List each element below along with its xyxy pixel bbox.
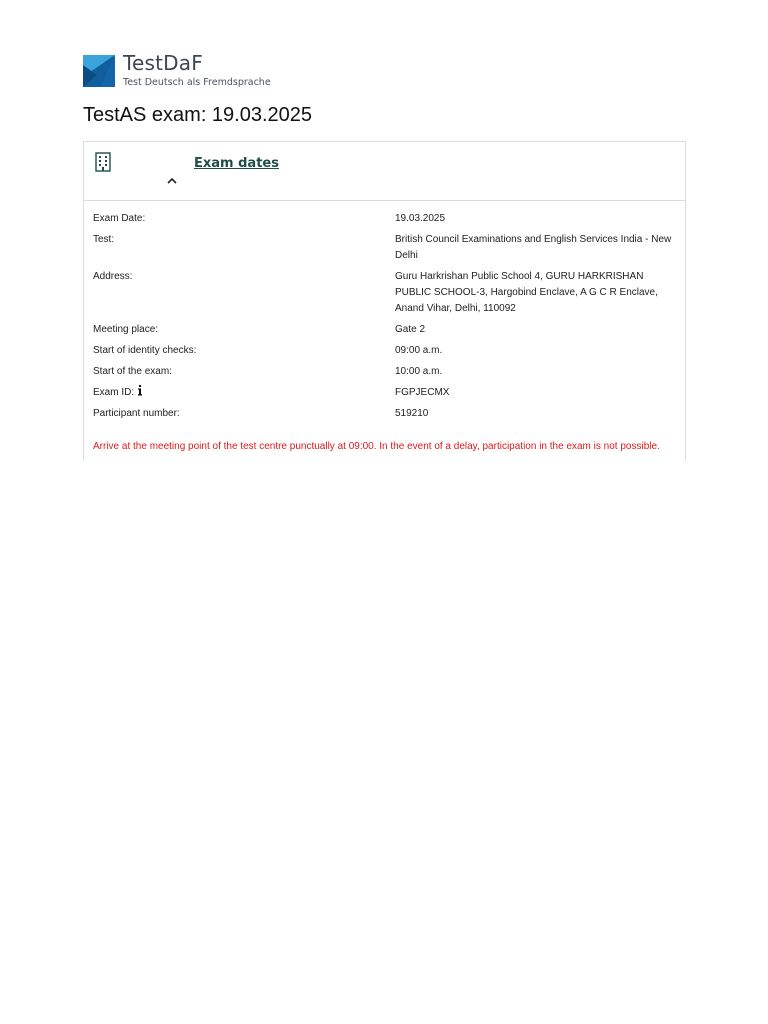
exam-id-label: Exam ID: bbox=[93, 387, 135, 398]
row-test bbox=[93, 232, 678, 264]
exam-date-label: Exam Date: bbox=[93, 213, 146, 224]
exam-details-list bbox=[93, 211, 678, 427]
card-header[interactable] bbox=[84, 142, 685, 201]
row-exam-date bbox=[93, 211, 678, 227]
row-meeting-place bbox=[93, 322, 678, 338]
exam-start-label: Start of the exam: bbox=[93, 366, 172, 377]
row-identity-checks bbox=[93, 343, 678, 359]
address-label: Address: bbox=[93, 271, 133, 282]
exam-details-card bbox=[83, 141, 686, 461]
exam-date-value: 19.03.2025 bbox=[395, 213, 446, 224]
info-icon[interactable] bbox=[137, 385, 143, 396]
identity-checks-label: Start of identity checks: bbox=[93, 345, 197, 356]
punctuality-warning: Arrive at the meeting point of the test centre punctually at 09:00. In the event of a delay, participation in the exam is not possible. bbox=[93, 441, 660, 452]
address-value: Guru Harkrishan Public School 4, GURU HARKRISHAN PUBLIC SCHOOL-3, Hargobind Enclave, A G C R Enclave, Anand Vihar, Delhi, 110092 bbox=[395, 271, 658, 314]
meeting-place-label: Meeting place: bbox=[93, 324, 159, 335]
row-address bbox=[93, 269, 678, 317]
row-exam-id bbox=[93, 385, 678, 401]
exam-id-value: FGPJECMX bbox=[395, 387, 450, 398]
meeting-place-value: Gate 2 bbox=[395, 324, 426, 335]
test-value: British Council Examinations and English Services India - New Delhi bbox=[395, 234, 672, 261]
participant-number-label: Participant number: bbox=[93, 408, 180, 419]
page-title: TestAS exam: 19.03.2025 bbox=[83, 104, 313, 126]
building-icon bbox=[95, 152, 111, 172]
exam-id-label-cell bbox=[93, 385, 395, 401]
identity-checks-value: 09:00 a.m. bbox=[395, 345, 443, 356]
row-participant-number bbox=[93, 406, 678, 422]
testdaf-logo-icon bbox=[83, 55, 115, 87]
testdaf-logo bbox=[83, 52, 303, 92]
participant-number-value: 519210 bbox=[395, 408, 429, 419]
test-label: Test: bbox=[93, 234, 115, 245]
exam-start-value: 10:00 a.m. bbox=[395, 366, 443, 377]
logo-wordmark: TestDaF bbox=[123, 51, 203, 75]
chevron-up-icon[interactable] bbox=[166, 176, 178, 186]
exam-dates-link[interactable]: Exam dates bbox=[194, 156, 279, 171]
logo-tagline: Test Deutsch als Fremdsprache bbox=[123, 77, 271, 88]
row-exam-start bbox=[93, 364, 678, 380]
